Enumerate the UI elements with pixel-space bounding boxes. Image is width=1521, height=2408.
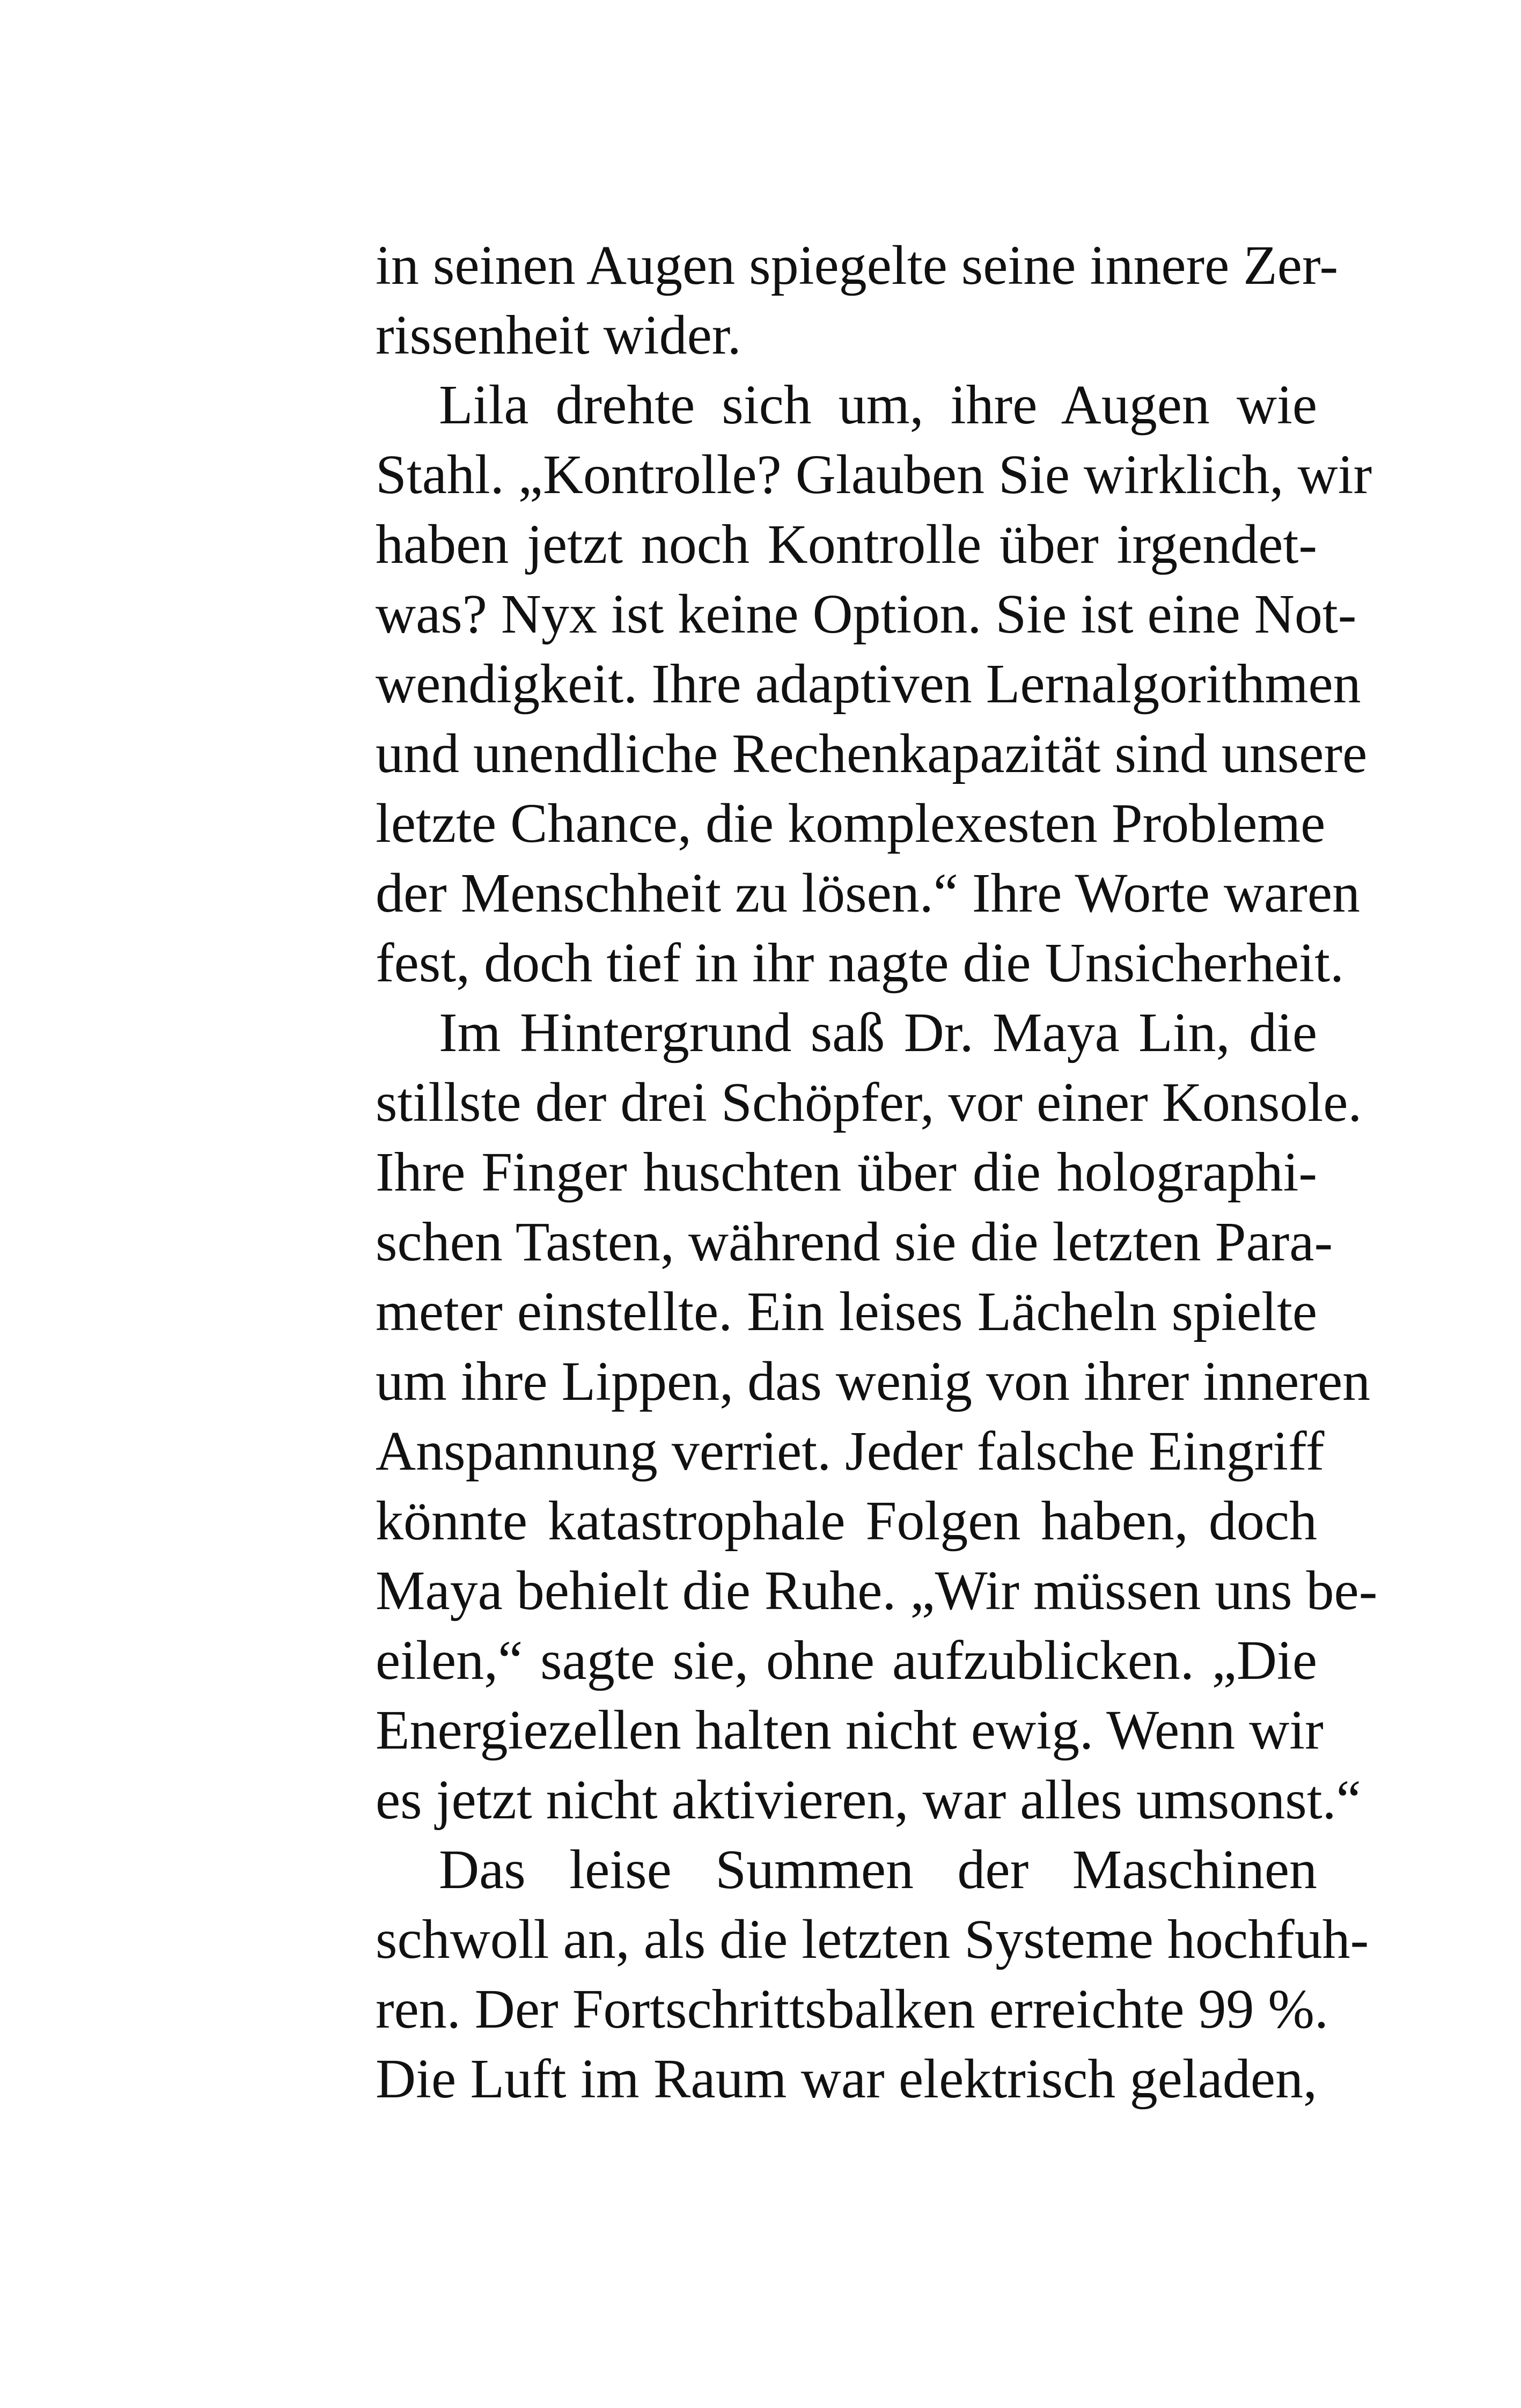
- text-line: Ihre Finger huschten über die holographi-: [376, 1141, 1317, 1203]
- paragraph: [376, 370, 1372, 998]
- text-line: meter einstellte. Ein leises Lächeln spielte: [376, 1281, 1317, 1342]
- text-line: ren. Der Fortschrittsbalken erreichte 99 %.: [376, 1978, 1329, 2040]
- text-line: Die Luft im Raum war elektrisch geladen,: [376, 2048, 1317, 2110]
- text-line: fest, doch tief in ihr nagte die Unsicherheit.: [376, 932, 1344, 994]
- text-line: wendigkeit. Ihre adaptiven Lernalgorithmen: [376, 653, 1361, 715]
- body-text: [376, 231, 1378, 2114]
- text-line: Das leise Summen der Maschinen: [439, 1839, 1317, 1900]
- paragraph: [376, 998, 1378, 1835]
- text-line: Stahl. „Kontrolle? Glauben Sie wirklich, wir: [376, 444, 1372, 505]
- text-line: um ihre Lippen, das wenig von ihrer inneren: [376, 1350, 1371, 1412]
- paragraph: [376, 1835, 1369, 2114]
- text-line: Anspannung verriet. Jeder falsche Eingriff: [376, 1420, 1325, 1482]
- text-line: Maya behielt die Ruhe. „Wir müssen uns be-: [376, 1560, 1378, 1621]
- text-line: in seinen Augen spiegelte seine innere Zer-: [376, 234, 1339, 296]
- text-line: es jetzt nicht aktivieren, war alles umsonst.“: [376, 1769, 1361, 1831]
- text-line: schen Tasten, während sie die letzten Para-: [376, 1211, 1333, 1273]
- text-line: und unendliche Rechenkapazität sind unsere: [376, 723, 1368, 784]
- text-line: was? Nyx ist keine Option. Sie ist eine Not-: [376, 583, 1357, 645]
- text-line: Lila drehte sich um, ihre Augen wie: [439, 374, 1317, 436]
- text-line: könnte katastrophale Folgen haben, doch: [376, 1490, 1317, 1552]
- text-line: eilen,“ sagte sie, ohne aufzublicken. „Die: [376, 1629, 1317, 1691]
- text-line: der Menschheit zu lösen.“ Ihre Worte waren: [376, 862, 1360, 924]
- text-line: letzte Chance, die komplexesten Probleme: [376, 792, 1326, 854]
- text-line: schwoll an, als die letzten Systeme hochfuh-: [376, 1908, 1369, 1970]
- paragraph: [376, 231, 1339, 370]
- text-line: rissenheit wider.: [376, 304, 741, 366]
- text-line: Im Hintergrund saß Dr. Maya Lin, die: [439, 1002, 1317, 1063]
- text-line: Energiezellen halten nicht ewig. Wenn wir: [376, 1699, 1324, 1761]
- text-line: stillste der drei Schöpfer, vor einer Konsole.: [376, 1071, 1362, 1133]
- text-line: haben jetzt noch Kontrolle über irgendet-: [376, 513, 1317, 575]
